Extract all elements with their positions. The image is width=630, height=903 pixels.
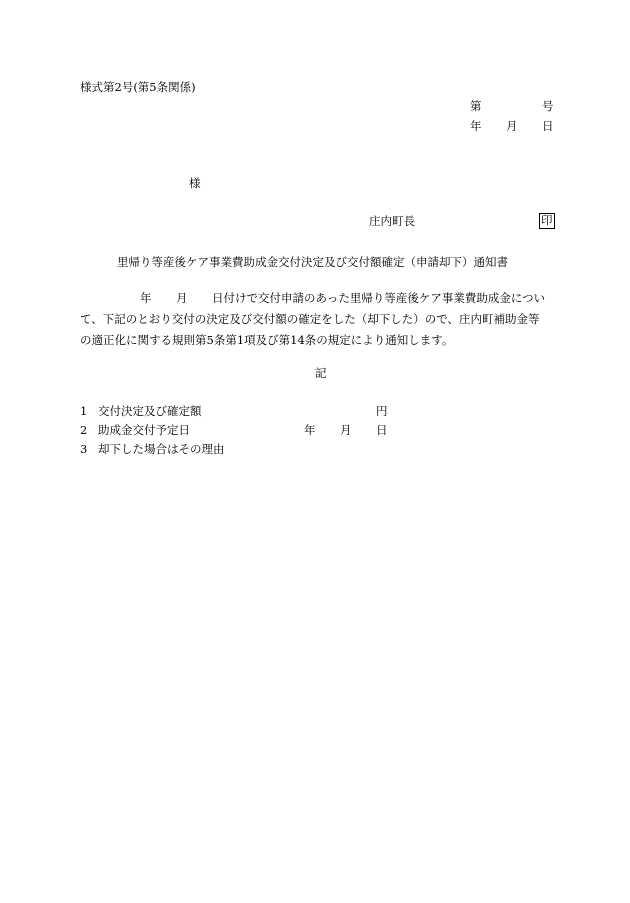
item-1-number: 1: [80, 404, 88, 418]
issuer-title: 庄内町長: [369, 214, 415, 228]
body-year: 年: [140, 291, 152, 305]
date-month: 月: [506, 119, 518, 133]
item-2-month: 月: [340, 423, 352, 437]
body-line-2: て、下記のとおり交付の決定及び交付額の確定をした（却下した）ので、庄内町補助金等: [80, 312, 540, 326]
form-label: 様式第2号(第5条関係): [80, 80, 196, 94]
doc-number-dai: 第: [470, 99, 482, 113]
body-month: 月: [176, 291, 188, 305]
item-3-label: 却下した場合はその理由: [98, 442, 225, 456]
date-day: 日: [542, 119, 554, 133]
item-2-number: 2: [80, 423, 88, 437]
body-paragraph: [80, 288, 554, 351]
item-2-day: 日: [376, 423, 388, 437]
doc-number-go: 号: [542, 99, 554, 113]
item-3-number: 3: [80, 442, 88, 456]
body-line-1-text: 日付けで交付申請のあった里帰り等産後ケア事業費助成金につい: [212, 291, 546, 305]
item-1-label: 交付決定及び確定額: [98, 404, 202, 418]
seal-mark: [539, 213, 555, 229]
item-2-year: 年: [304, 423, 316, 437]
date-year: 年: [470, 119, 482, 133]
document-title: 里帰り等産後ケア事業費助成金交付決定及び交付額確定（申請却下）通知書: [117, 255, 508, 269]
item-1-unit: 円: [376, 404, 388, 418]
item-2-label: 助成金交付予定日: [98, 423, 190, 437]
addressee-suffix: 様: [189, 176, 201, 190]
seal-label: 印: [541, 213, 553, 227]
ki-heading: 記: [315, 366, 327, 380]
body-line-1: [80, 288, 554, 309]
body-line-3: の適正化に関する規則第5条第1項及び第14条の規定により通知します。: [80, 333, 454, 347]
